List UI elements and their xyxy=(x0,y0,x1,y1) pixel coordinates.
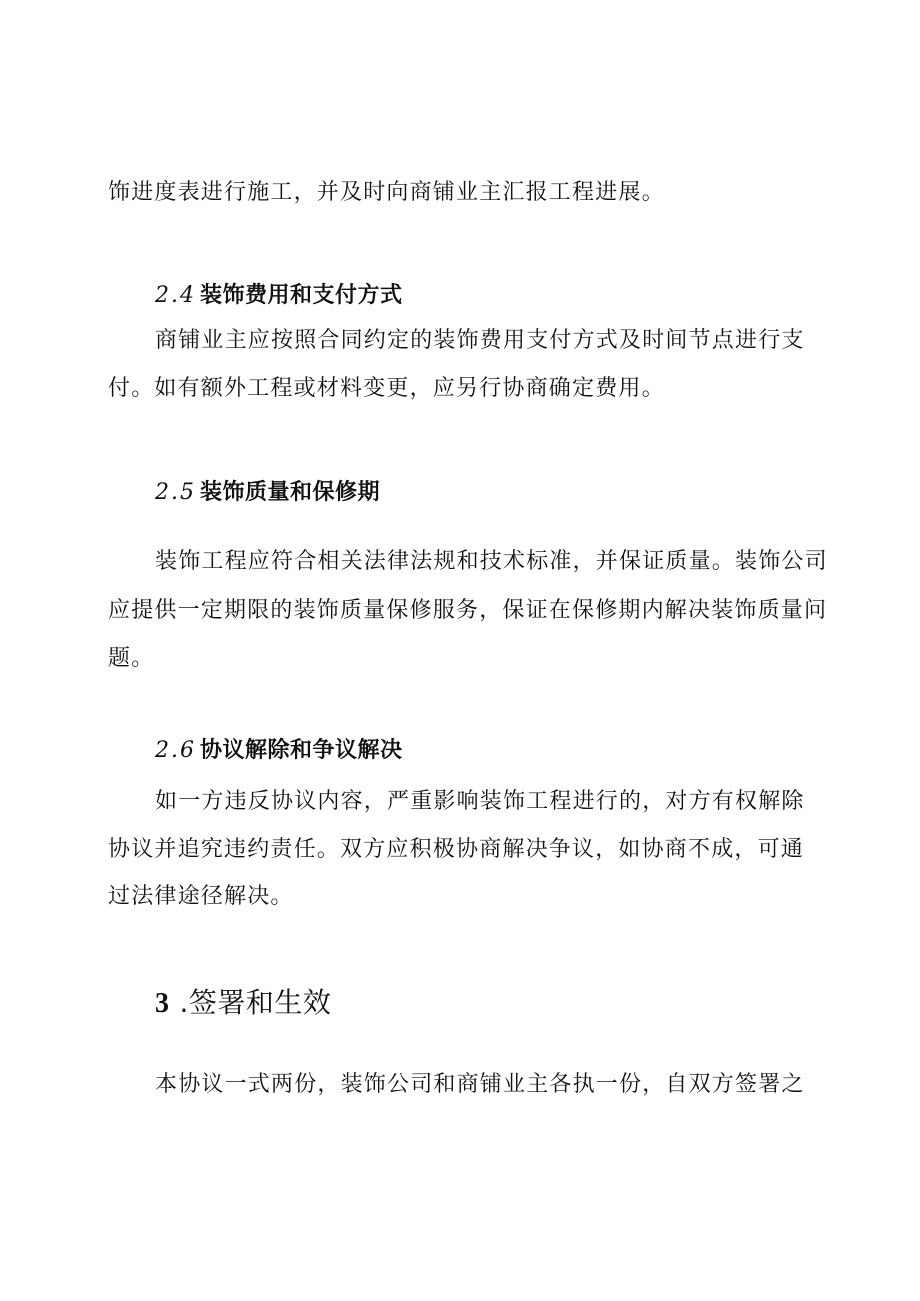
section-title: .签署和生效 xyxy=(179,986,332,1019)
section-number: 2.4 xyxy=(155,283,196,308)
paragraph-line: 过法律途径解决。 xyxy=(108,884,294,909)
paragraph-line: 装饰工程应符合相关法律法规和技术标准，并保证质量。装饰公司 xyxy=(155,549,828,574)
paragraph-line: 如一方违反协议内容，严重影响装饰工程进行的，对方有权解除 xyxy=(155,789,805,814)
section-number: 3 xyxy=(155,988,170,1019)
section-number: 2.5 xyxy=(155,480,196,505)
section-heading-3 xyxy=(155,985,331,1022)
paragraph-line: 应提供一定期限的装饰质量保修服务，保证在保修期内解决装饰质量问 xyxy=(108,598,828,623)
section-heading-2-6 xyxy=(155,736,403,766)
paragraph-line: 协议并追究违约责任。双方应积极协商解决争议，如协商不成，可通 xyxy=(108,837,805,862)
paragraph-line: 题。 xyxy=(108,646,155,671)
section-number: 2.6 xyxy=(155,738,196,763)
section-heading-2-5 xyxy=(155,478,380,508)
paragraph-line: 本协议一式两份，装饰公司和商铺业主各执一份，自双方签署之 xyxy=(155,1072,805,1097)
paragraph-line: 付。如有额外工程或材料变更，应另行协商确定费用。 xyxy=(108,376,665,401)
paragraph-line: 商铺业主应按照合同约定的装饰费用支付方式及时间节点进行支 xyxy=(155,328,805,353)
paragraph-line: 饰进度表进行施工，并及时向商铺业主汇报工程进展。 xyxy=(108,180,665,205)
section-heading-2-4 xyxy=(155,281,403,311)
section-title: 装饰质量和保修期 xyxy=(200,480,381,505)
section-title: 装饰费用和支付方式 xyxy=(200,283,403,308)
section-title: 协议解除和争议解决 xyxy=(200,738,403,763)
